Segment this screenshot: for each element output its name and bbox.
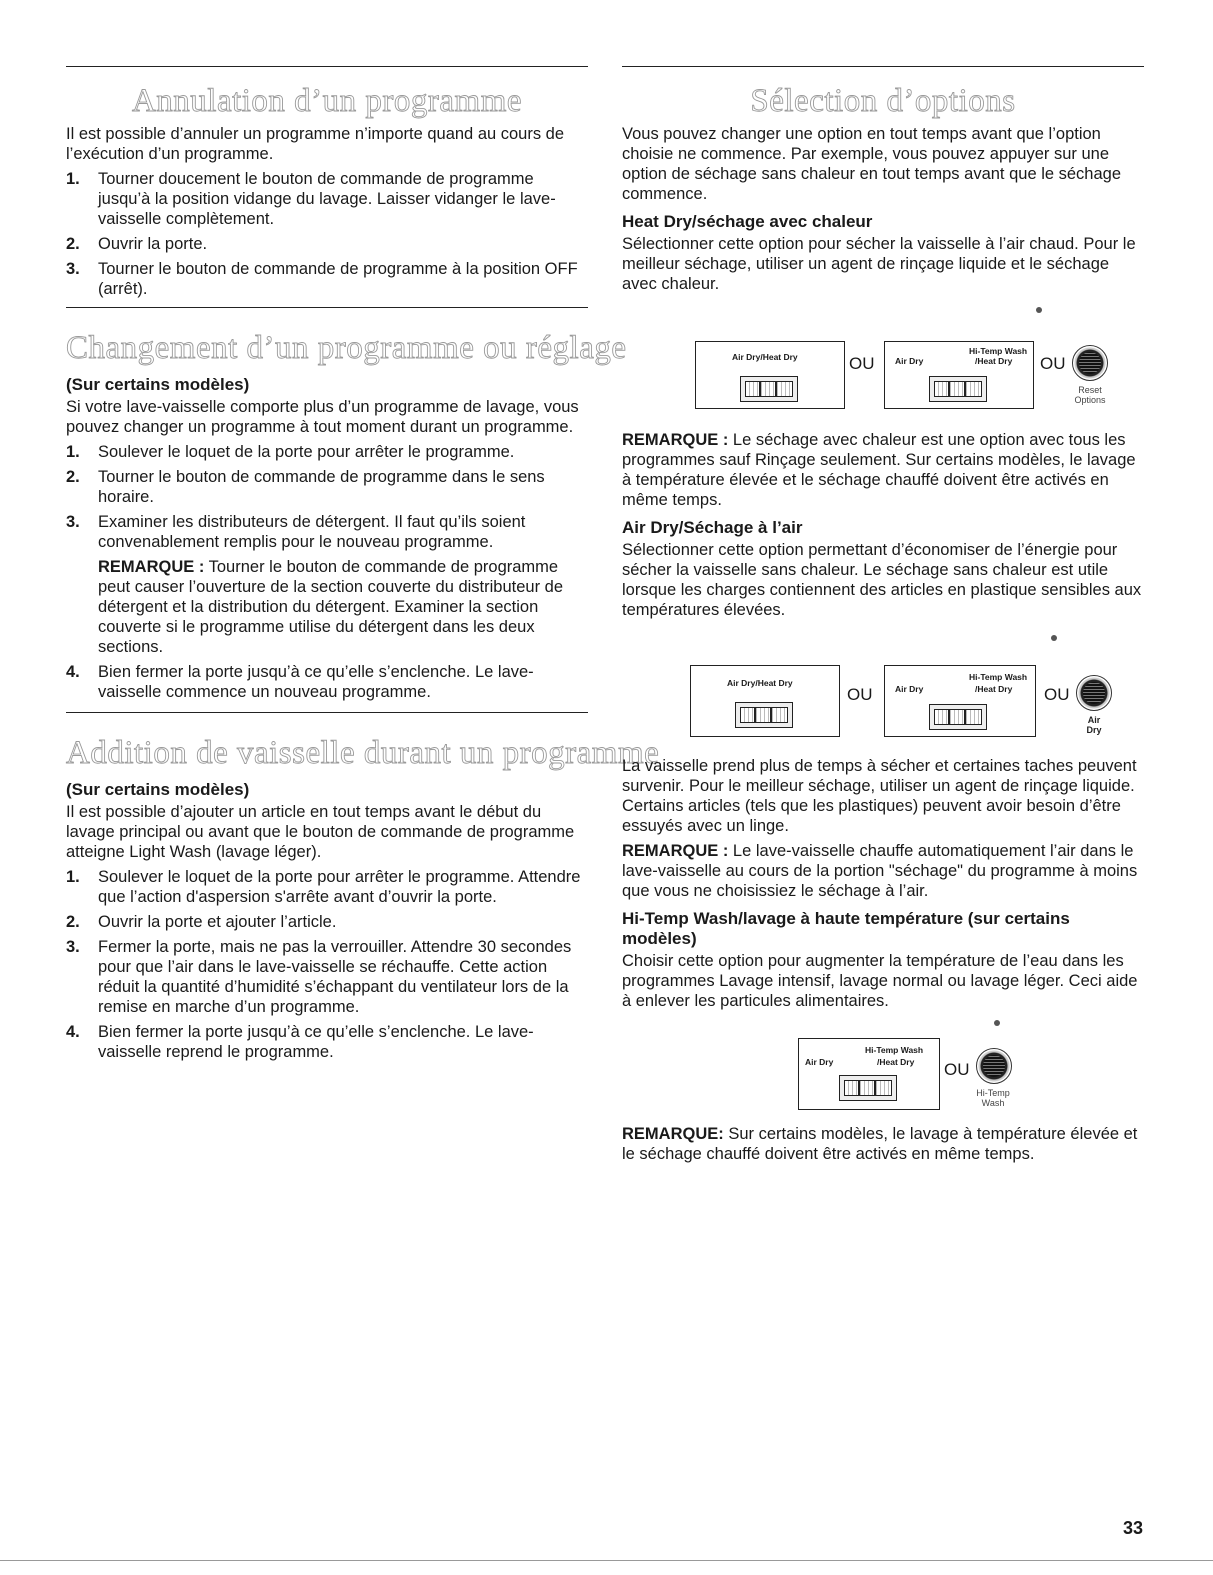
- list-item: 1. Soulever le loquet de la porte pour arrêter le programme.: [66, 443, 515, 461]
- list-item: 1. Soulever le loquet de la porte pour arrêter le programme. Attendre que l’action d'aspersion s'arrête avant d’ouvrir la porte.: [66, 868, 581, 906]
- section-title-options: Sélection d’options: [750, 83, 1016, 119]
- panel-hitemp-heat: Hi-Temp Wash Air Dry /Heat Dry: [884, 341, 1034, 409]
- section-title-addition: Addition de vaisselle durant un programme: [66, 735, 660, 771]
- section-divider: [66, 307, 588, 308]
- heat-dry-text: Sélectionner cette option pour sécher la vaisselle à l’air chaud. Pour le meilleur séchage, utiliser un agent de rinçage liquide et le séchage avec chaleur.: [622, 235, 1136, 293]
- rocker-switch: [735, 702, 793, 728]
- options-intro: Vous pouvez changer une option en tout temps avant que l’option choisie ne commence. Par exemple, vous pouvez appuyer sur une option de séchage sans chaleur en tout temps avant que le séchage commence.: [622, 125, 1122, 203]
- heat-dry-note: REMARQUE : Le séchage avec chaleur est une option avec tous les programmes sauf Rinçage seulement. Sur certains modèles, le lavage à température élevée et le séchage chauffé doivent être activés en même temps.: [622, 431, 1136, 509]
- rocker-switch: [740, 376, 798, 402]
- air-dry-heading: Air Dry/Séchage à l’air: [622, 518, 803, 537]
- changement-steps: [66, 442, 588, 702]
- changement-subtitle: (Sur certains modèles): [66, 375, 250, 394]
- section-title-changement: Changement d’un programme ou réglage: [66, 330, 627, 366]
- list-item: 2. Ouvrir la porte et ajouter l’article.: [66, 913, 337, 931]
- section-divider: [66, 712, 588, 713]
- indicator-dot: [1051, 635, 1057, 641]
- list-item: 3. Tourner le bouton de commande de programme à la position OFF (arrêt).: [66, 260, 578, 298]
- rocker-switch: [929, 376, 987, 402]
- list-item: 4. Bien fermer la porte jusqu’à ce qu’elle s’enclenche. Le lave-vaisselle commence un nouveau programme.: [66, 663, 534, 701]
- panel-hitemp-heat: Hi-Temp Wash Air Dry /Heat Dry: [798, 1038, 940, 1110]
- hi-temp-text: Choisir cette option pour augmenter la température de l’eau dans les programmes Lavage intensif, lavage normal ou lavage léger. Ceci aide à enlever les particules alimentaires.: [622, 952, 1138, 1010]
- addition-subtitle: (Sur certains modèles): [66, 780, 250, 799]
- rocker-switch: [839, 1075, 897, 1101]
- list-item: 2. Tourner le bouton de commande de programme dans le sens horaire.: [66, 468, 545, 506]
- air-dry-button[interactable]: [1076, 675, 1112, 711]
- bottom-rule: [0, 1560, 1213, 1561]
- list-item: 3. Fermer la porte, mais ne pas la verrouiller. Attendre 30 secondes pour que l’air dans le lave-vaisselle se réchauffe. Cette action réduit la quantité d’humidité s’échappant du ventilateur lors de la remise en marche d’un programme.: [66, 938, 572, 1016]
- annulation-intro: Il est possible d’annuler un programme n’importe quand au cours de l’exécution d’un programme.: [66, 125, 565, 163]
- changement-intro: Si votre lave-vaisselle comporte plus d’un programme de lavage, vous pouvez changer un programme à tout moment durant un programme.: [66, 398, 579, 436]
- panel-air-heat: Air Dry/Heat Dry: [690, 665, 840, 737]
- reset-options-button[interactable]: [1072, 345, 1108, 381]
- hi-temp-wash-button[interactable]: [976, 1048, 1012, 1084]
- top-rule: [66, 66, 588, 67]
- page-number: 33: [1122, 1518, 1143, 1538]
- list-item: 3. Examiner les distributeurs de détergent. Il faut qu’ils soient convenablement remplis pour le nouveau programme. REMARQUE : Tourner le bouton de commande de programme peut causer l’ouverture de la section couverte du distributeur de détergent et la distribution du détergent. Examiner la section couverte si le programme utilise du détergent dans les deux sections.: [66, 512, 588, 657]
- list-item: 1. Tourner doucement le bouton de commande de programme jusqu’à la position vidange du lavage. Laisser vidanger le lave-vaisselle complètement.: [66, 170, 556, 228]
- changement-note: REMARQUE : Tourner le bouton de commande de programme peut causer l’ouverture de la section couverte du distributeur de détergent et la distribution du détergent. Examiner la section couverte si le programme utilise du détergent dans les deux sections.: [98, 558, 564, 656]
- panel-air-heat: Air Dry/Heat Dry: [695, 341, 845, 409]
- left-column: [66, 66, 660, 1067]
- air-dry-text-2: La vaisselle prend plus de temps à sécher et certaines taches peuvent survenir. Pour le meilleur séchage, utiliser un agent de rinçage liquide. Certains articles (tels que les plastiques) peuvent avoir besoin d’être essuyés avec un linge.: [622, 757, 1137, 835]
- panel-hitemp-heat: Hi-Temp Wash Air Dry /Heat Dry: [884, 665, 1036, 737]
- hi-temp-note: REMARQUE: Sur certains modèles, le lavage à température élevée et le séchage chauffé doivent être activés en même temps.: [622, 1125, 1138, 1163]
- rocker-switch: [929, 704, 987, 730]
- indicator-dot: [1036, 307, 1042, 313]
- top-rule: [622, 66, 1144, 67]
- section-title-annulation: Annulation d’un programme: [131, 83, 523, 119]
- hi-temp-figure: Hi-Temp Wash Air Dry /Heat Dry OU Hi-Temp Wash: [648, 1016, 1118, 1116]
- air-dry-figure: Air Dry/Heat Dry OU Hi-Temp Wash Air Dry /Heat Dry OU Air Dry: [648, 625, 1118, 750]
- addition-steps: [66, 867, 588, 1062]
- indicator-dot: [994, 1020, 1000, 1026]
- list-item: 2. Ouvrir la porte.: [66, 235, 208, 253]
- addition-intro: Il est possible d’ajouter un article en tout temps avant le début du lavage principal ou avant que le bouton de commande de programme atteigne Light Wash (lavage léger).: [66, 803, 575, 861]
- right-column: [622, 66, 1144, 1169]
- heat-dry-figure: Air Dry/Heat Dry OU Hi-Temp Wash Air Dry /Heat Dry OU Reset Options: [648, 299, 1118, 424]
- annulation-steps: [66, 169, 588, 299]
- heat-dry-heading: Heat Dry/séchage avec chaleur: [622, 212, 873, 231]
- air-dry-text: Sélectionner cette option permettant d’économiser de l’énergie pour sécher la vaisselle sans chaleur. Le séchage sans chaleur est utile lorsque les charges contiennent des articles en plastique sensibles aux températures élevées.: [622, 541, 1142, 619]
- hi-temp-heading: Hi-Temp Wash/lavage à haute température (sur certains modèles): [622, 909, 1070, 948]
- air-dry-note: REMARQUE : Le lave-vaisselle chauffe automatiquement l’air dans le lave-vaisselle au cours de la portion "séchage" du programme à moins que vous ne choisissiez le séchage à l’air.: [622, 842, 1138, 900]
- list-item: 4. Bien fermer la porte jusqu’à ce qu’elle s’enclenche. Le lave-vaisselle reprend le programme.: [66, 1023, 534, 1061]
